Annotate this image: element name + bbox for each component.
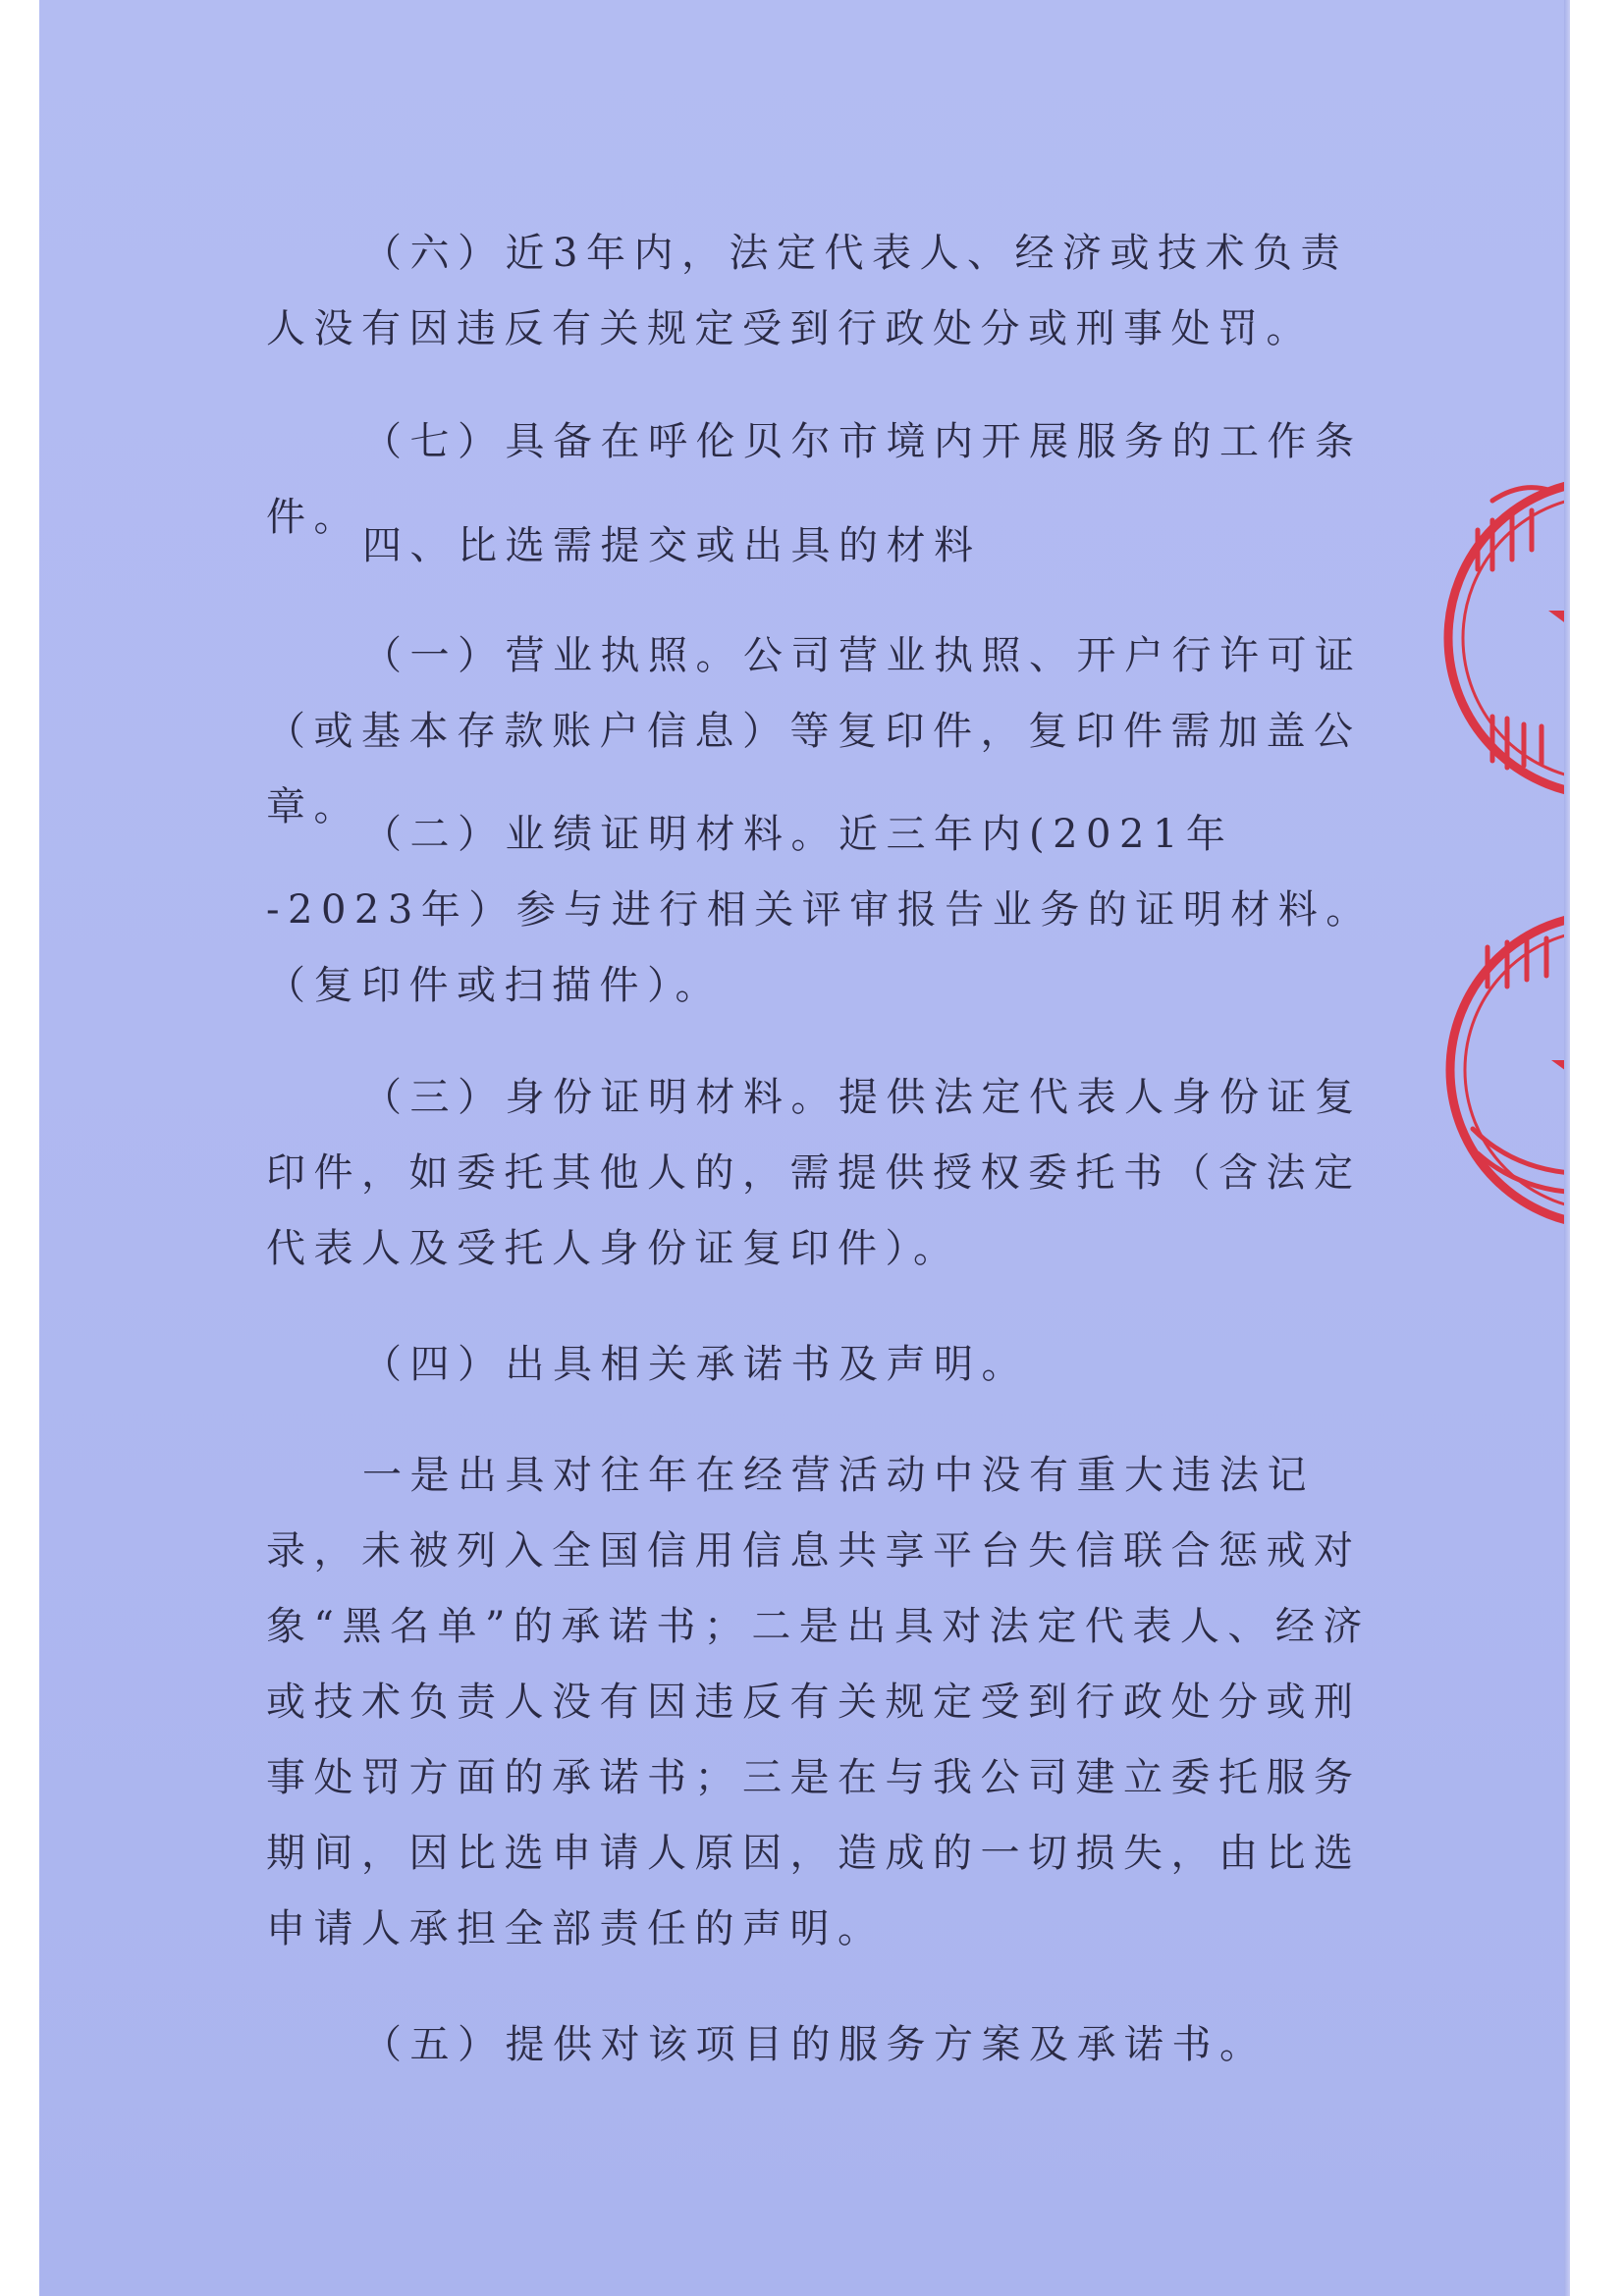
paragraph-item-6: （六）近3年内，法定代表人、经济或技术负责人没有因违反有关规定受到行政处分或刑事处罚。 <box>266 231 1348 351</box>
page-edge-shadow <box>1564 0 1570 2296</box>
paragraph-item-7: （七）具备在呼伦贝尔市境内开展服务的工作条件。 <box>266 419 1363 540</box>
document-page <box>39 0 1564 2296</box>
section-heading-materials: 四、比选需提交或出具的材料 <box>362 523 982 568</box>
paragraph-commitment-body: 一是出具对往年在经营活动中没有重大违法记录，未被列入全国信用信息共享平台失信联合惩戒对象“黑名单”的承诺书；二是出具对法定代表人、经济或技术负责人没有因违反有关规定受到行政处分或刑事处罚方面的承诺书；三是在与我公司建立委托服务期间，因比选申请人原因，造成的一切损失，由比选申请人承担全部责任的声明。 <box>266 1453 1371 1951</box>
paragraph-commitment-heading: （四）出具相关承诺书及声明。 <box>362 1342 1029 1387</box>
paragraph-business-license: （一）营业执照。公司营业执照、开户行许可证（或基本存款账户信息）等复印件，复印件需加盖公章。 <box>266 633 1363 829</box>
official-seal-icon <box>1419 903 1564 1237</box>
paragraph-performance-proof: （二）业绩证明材料。近三年内(2021年 -2023年）参与进行相关评审报告业务的证明材料。（复印件或扫描件）。 <box>266 812 1374 1008</box>
paragraph-identity-proof: （三）身份证明材料。提供法定代表人身份证复印件，如委托其他人的，需提供授权委托书（含法定代表人及受托人身份证复印件）。 <box>266 1075 1363 1271</box>
company-seal-icon <box>1434 461 1564 815</box>
paragraph-service-plan: （五）提供对该项目的服务方案及承诺书。 <box>362 2022 1268 2067</box>
